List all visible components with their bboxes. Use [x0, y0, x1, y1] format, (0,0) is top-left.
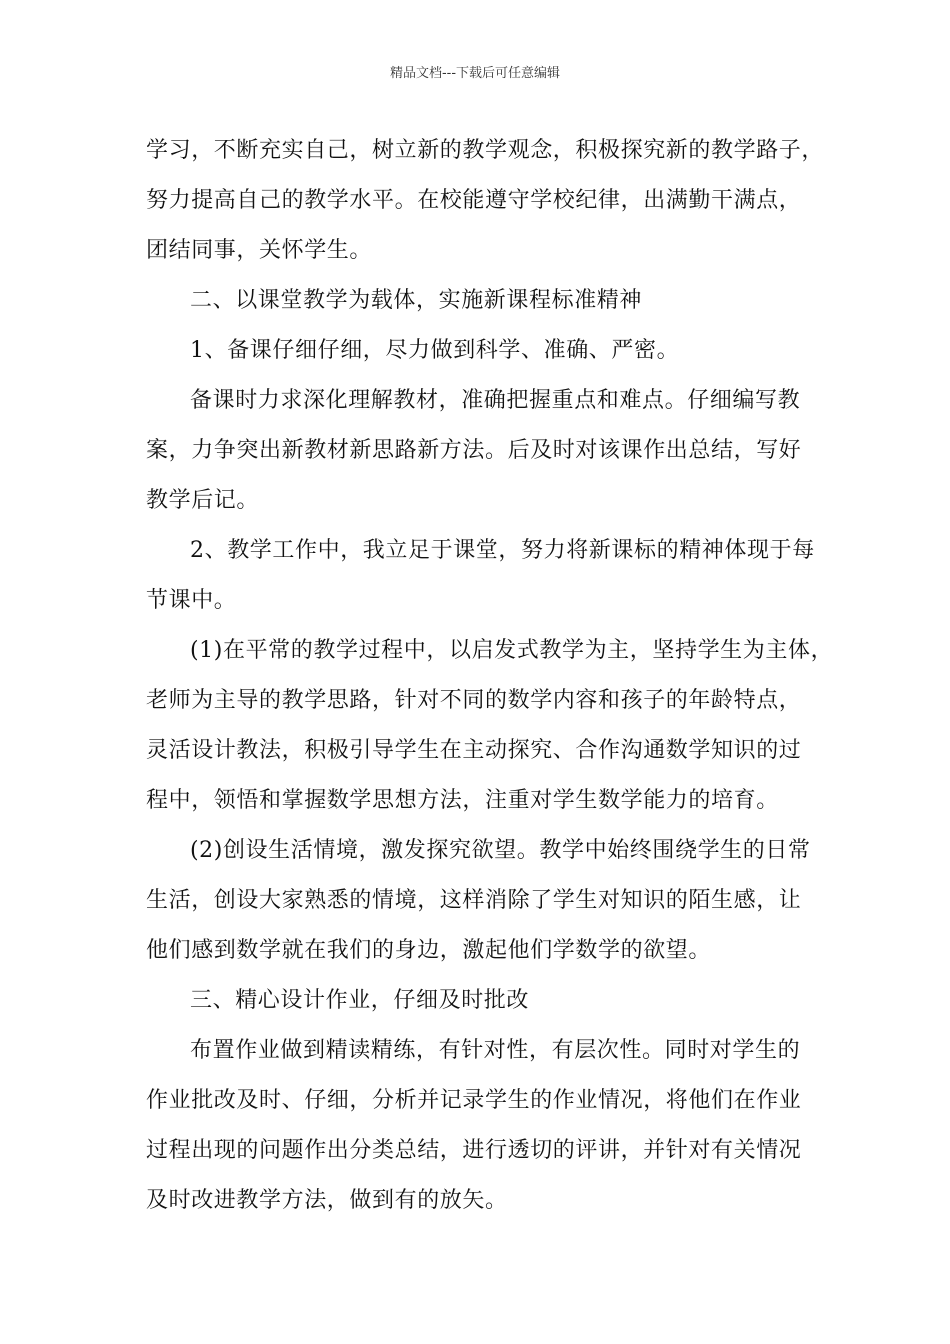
- text-line: 及时改进教学方法，做到有的放矢。: [146, 1188, 508, 1213]
- text-line: 作业批改及时、仔细，分析并记录学生的作业情况，将他们在作业: [146, 1088, 802, 1113]
- text-line: 努力提高自己的教学水平。在校能遵守学校纪律，出满勤干满点，: [146, 188, 802, 213]
- paragraph-homework: [146, 1026, 826, 1226]
- section-heading-3: [146, 976, 826, 1026]
- text-line: (1)在平常的教学过程中，以启发式教学为主，坚持学生为主体，: [190, 638, 834, 663]
- paragraph-point-1: [146, 626, 834, 826]
- text-line: 程中，领悟和掌握数学思想方法，注重对学生数学能力的培育。: [146, 788, 779, 813]
- text-line: 教学后记。: [146, 488, 260, 513]
- text-line: 他们感到数学就在我们的身边，激起他们学数学的欲望。: [146, 938, 712, 963]
- paragraph-continuation: [146, 126, 826, 276]
- page-header: 精品文档---下载后可任意编辑: [389, 66, 561, 81]
- section-heading-2: [146, 276, 826, 326]
- text-line: 案，力争突出新教材新思路新方法。后及时对该课作出总结，写好: [146, 438, 802, 463]
- heading-text: 二、以课堂教学为载体，实施新课程标准精神: [190, 288, 643, 313]
- text-line: 灵活设计教法，积极引导学生在主动探究、合作沟通数学知识的过: [146, 738, 802, 763]
- subheading-text: 1、备课仔细仔细，尽力做到科学、准确、严密。: [190, 338, 680, 363]
- text-line: 团结同事，关怀学生。: [146, 238, 373, 263]
- text-line: 学习，不断充实自己，树立新的教学观念，积极探究新的教学路子，: [146, 138, 825, 163]
- text-line: 备课时力求深化理解教材，准确把握重点和难点。仔细编写教: [190, 388, 801, 413]
- text-line: 2、教学工作中，我立足于课堂，努力将新课标的精神体现于每: [190, 538, 815, 563]
- text-line: (2)创设生活情境，激发探究欲望。教学中始终围绕学生的日常: [190, 838, 811, 863]
- text-line: 布置作业做到精读精练，有针对性，有层次性。同时对学生的: [190, 1038, 801, 1063]
- subheading-2: [146, 526, 826, 626]
- paragraph-lesson-prep: [146, 376, 826, 526]
- text-line: 过程出现的问题作出分类总结，进行透切的评讲，并针对有关情况: [146, 1138, 802, 1163]
- text-line: 老师为主导的教学思路，针对不同的数学内容和孩子的年龄特点，: [146, 688, 802, 713]
- heading-text: 三、精心设计作业，仔细及时批改: [190, 988, 530, 1013]
- text-line: 生活，创设大家熟悉的情境，这样消除了学生对知识的陌生感，让: [146, 888, 802, 913]
- subheading-1: [146, 326, 826, 376]
- text-line: 节课中。: [146, 588, 237, 613]
- paragraph-point-2: [146, 826, 826, 976]
- document-body: [146, 126, 834, 1226]
